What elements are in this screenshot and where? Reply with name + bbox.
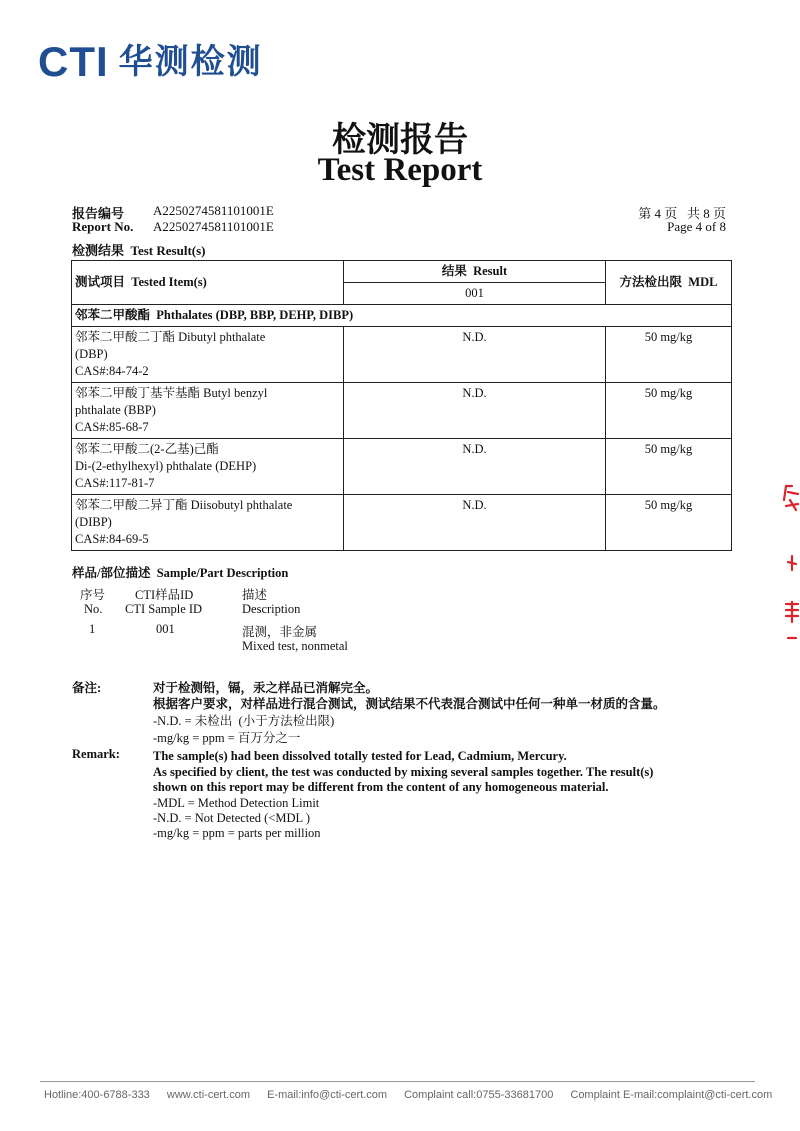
sample-header-no-cn: 序号 — [80, 588, 106, 602]
item-cas: CAS#:84-74-2 — [75, 364, 149, 378]
report-title-en: Test Report — [317, 152, 483, 188]
notes-label-cn: 备注: — [72, 681, 102, 695]
sample-header-desc-en: Description — [242, 602, 301, 616]
report-title-cn: 检测报告 — [332, 120, 468, 160]
item-abbrev: (DIBP) — [75, 515, 112, 529]
item-cas: CAS#:84-69-5 — [75, 532, 149, 546]
table-row — [72, 439, 732, 495]
note-cn-3: -N.D. = 未检出 (小于方法检出限) — [153, 714, 335, 728]
header-sample-id: 001 — [344, 283, 606, 305]
remark-en-5: -N.D. = Not Detected (<MDL ) — [153, 811, 310, 825]
result-cell: N.D. — [344, 495, 606, 551]
seal-stamp-fragment — [774, 480, 800, 650]
footer-divider — [40, 1081, 755, 1082]
footer-complaint-call: Complaint call:0755-33681700 — [404, 1089, 554, 1101]
sample-header-id-cn: CTI样品ID — [135, 588, 194, 602]
item-cas: CAS#:117-81-7 — [75, 476, 155, 490]
sample-desc-cn: 混测，非金属 — [242, 625, 318, 639]
item-abbrev: phthalate (BBP) — [75, 403, 156, 417]
page-indicator-cn: 第 4 页 共 8 页 — [638, 206, 726, 221]
note-cn-1: 对于检测铅，镉，汞之样品已消解完全。 — [153, 681, 379, 695]
result-cell: N.D. — [344, 383, 606, 439]
section-title-results: 检测结果 Test Result(s) — [72, 243, 206, 258]
mdl-cell: 50 mg/kg — [606, 439, 732, 495]
item-name: 邻苯二甲酸二异丁酯 Diisobutyl phthalate — [75, 498, 293, 512]
tested-item-cell — [72, 439, 344, 495]
logo-brand: CTI — [38, 38, 109, 85]
sample-no: 1 — [89, 622, 96, 636]
item-abbrev: (DBP) — [75, 347, 108, 361]
mdl-cell: 50 mg/kg — [606, 327, 732, 383]
remark-label-en: Remark: — [72, 747, 120, 761]
note-cn-4: -mg/kg = ppm = 百万分之一 — [153, 731, 301, 745]
footer — [44, 1089, 786, 1101]
footer-hotline: Hotline:400-6788-333 — [44, 1089, 150, 1101]
tested-item-cell — [72, 495, 344, 551]
mdl-cell: 50 mg/kg — [606, 383, 732, 439]
footer-website[interactable]: www.cti-cert.com — [166, 1089, 250, 1101]
logo-name-cn: 华测检测 — [118, 42, 263, 82]
item-name: 邻苯二甲酸二丁酯 Dibutyl phthalate — [75, 330, 266, 344]
sample-header-id-en: CTI Sample ID — [125, 602, 203, 616]
page-indicator-en: Page 4 of 8 — [667, 219, 726, 234]
header-result: 结果 Result — [344, 261, 606, 283]
item-name: 邻苯二甲酸丁基苄基酯 Butyl benzyl — [75, 386, 268, 400]
item-name: 邻苯二甲酸二(2-乙基)己酯 — [75, 442, 219, 456]
company-logo — [38, 40, 263, 84]
footer-complaint-email[interactable]: Complaint E-mail:complaint@cti-cert.com — [570, 1089, 773, 1101]
table-row — [72, 327, 732, 383]
table-row — [72, 383, 732, 439]
sample-section-title: 样品/部位描述 Sample/Part Description — [72, 566, 289, 580]
note-cn-2: 根据客户要求，对样品进行混合测试，测试结果不代表混合测试中任何一种单一材质的含量。 — [153, 697, 666, 711]
sample-header-no-en: No. — [84, 602, 103, 616]
tested-item-cell — [72, 327, 344, 383]
item-cas: CAS#:85-68-7 — [75, 420, 149, 434]
header-tested-item: 测试项目 Tested Item(s) — [72, 261, 344, 305]
remark-en-1: The sample(s) had been dissolved totally tested for Lead, Cadmium, Mercury. — [153, 749, 567, 763]
report-number-cn: A2250274581101001E — [153, 203, 274, 218]
results-table — [71, 260, 732, 551]
group-row-phthalates: 邻苯二甲酸酯 Phthalates (DBP, BBP, DEHP, DIBP) — [72, 305, 732, 327]
remark-en-3: shown on this report may be different from the content of any homogeneous material. — [153, 780, 609, 794]
remark-en-4: -MDL = Method Detection Limit — [153, 796, 320, 810]
sample-header-desc-cn: 描述 — [242, 588, 268, 602]
remark-en-2: As specified by client, the test was conducted by mixing several samples together. The result(s) — [153, 765, 654, 779]
report-number-label-cn: 报告编号 — [72, 206, 125, 221]
header-mdl: 方法检出限 MDL — [606, 261, 732, 305]
sample-desc-en: Mixed test, nonmetal — [242, 639, 348, 653]
result-cell: N.D. — [344, 327, 606, 383]
tested-item-cell — [72, 383, 344, 439]
footer-email[interactable]: E-mail:info@cti-cert.com — [267, 1089, 388, 1101]
report-number-label-en: Report No. — [72, 219, 134, 234]
remark-en-6: -mg/kg = ppm = parts per million — [153, 826, 321, 840]
item-abbrev: Di-(2-ethylhexyl) phthalate (DEHP) — [75, 459, 257, 473]
result-cell: N.D. — [344, 439, 606, 495]
mdl-cell: 50 mg/kg — [606, 495, 732, 551]
table-row — [72, 495, 732, 551]
report-number-en: A2250274581101001E — [153, 219, 274, 234]
sample-id: 001 — [156, 622, 175, 636]
